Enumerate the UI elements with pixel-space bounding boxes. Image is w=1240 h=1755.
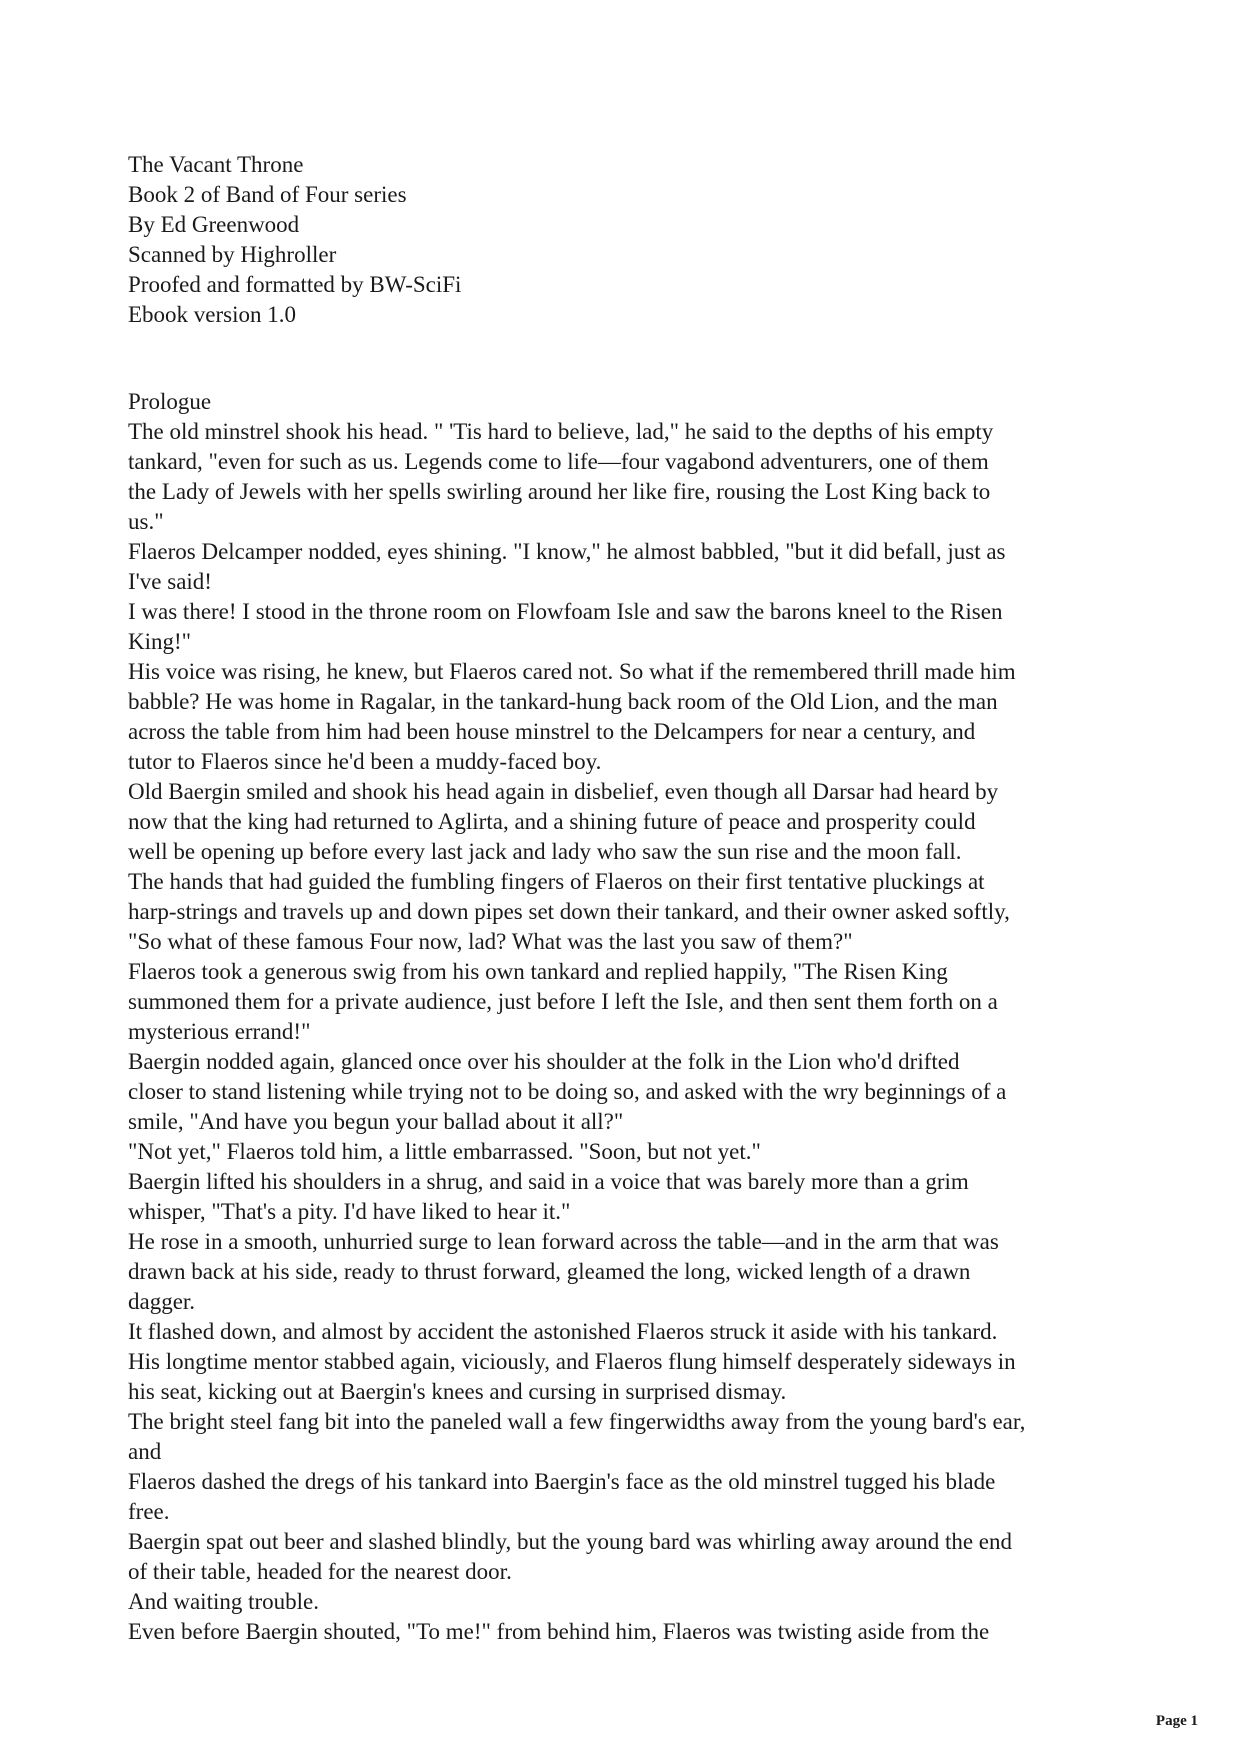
text-line: I was there! I stood in the throne room on Flowfoam Isle and saw the barons kneel to the Risen xyxy=(128,599,1003,624)
text-line: "So what of these famous Four now, lad? What was the last you saw of them?" xyxy=(128,929,853,954)
text-line: tankard, "even for such as us. Legends come to life—four vagabond adventurers, one of them xyxy=(128,449,989,474)
text-line: He rose in a smooth, unhurried surge to lean forward across the table—and in the arm that was xyxy=(128,1229,999,1254)
text-line: Flaeros took a generous swig from his own tankard and replied happily, "The Risen King xyxy=(128,959,948,984)
text-line: whisper, "That's a pity. I'd have liked to hear it." xyxy=(128,1199,571,1224)
chapter-heading: Prologue xyxy=(128,389,212,414)
text-line: It flashed down, and almost by accident the astonished Flaeros struck it aside with his tankard. xyxy=(128,1319,998,1344)
text-line: Baergin nodded again, glanced once over his shoulder at the folk in the Lion who'd drifted xyxy=(128,1049,960,1074)
text-line: free. xyxy=(128,1499,170,1524)
ebook-version: Ebook version 1.0 xyxy=(128,302,297,327)
book-title: The Vacant Throne xyxy=(128,152,304,177)
text-line: The bright steel fang bit into the paneled wall a few fingerwidths away from the young bard's ear, xyxy=(128,1409,1026,1434)
text-line: "Not yet," Flaeros told him, a little embarrassed. "Soon, but not yet." xyxy=(128,1139,761,1164)
text-line: King!" xyxy=(128,629,192,654)
text-line: Old Baergin smiled and shook his head again in disbelief, even though all Darsar had heard by xyxy=(128,779,999,804)
text-lines xyxy=(128,417,1128,1647)
text-line: well be opening up before every last jack and lady who saw the sun rise and the moon fall. xyxy=(128,839,962,864)
text-line: dagger. xyxy=(128,1289,196,1314)
text-line: His voice was rising, he knew, but Flaeros cared not. So what if the remembered thrill made him xyxy=(128,659,1016,684)
text-line: of their table, headed for the nearest door. xyxy=(128,1559,512,1584)
text-line: across the table from him had been house minstrel to the Delcampers for near a century, and xyxy=(128,719,976,744)
series-line: Book 2 of Band of Four series xyxy=(128,182,407,207)
text-line: Baergin spat out beer and slashed blindly, but the young bard was whirling away around the end xyxy=(128,1529,1013,1554)
text-line: The old minstrel shook his head. " 'Tis hard to believe, lad," he said to the depths of his empty xyxy=(128,419,994,444)
text-line: the Lady of Jewels with her spells swirling around her like fire, rousing the Lost King back to xyxy=(128,479,991,504)
front-matter xyxy=(128,150,1128,330)
text-line: The hands that had guided the fumbling fingers of Flaeros on their first tentative pluckings at xyxy=(128,869,985,894)
text-line: and xyxy=(128,1439,162,1464)
text-line: And waiting trouble. xyxy=(128,1589,319,1614)
text-line: Baergin lifted his shoulders in a shrug, and said in a voice that was barely more than a grim xyxy=(128,1169,969,1194)
text-line: babble? He was home in Ragalar, in the tankard-hung back room of the Old Lion, and the man xyxy=(128,689,998,714)
scanner-credit: Scanned by Highroller xyxy=(128,242,337,267)
chapter-body xyxy=(128,387,1128,1647)
text-line: summoned them for a private audience, just before I left the Isle, and then sent them forth on a xyxy=(128,989,998,1014)
author-line: By Ed Greenwood xyxy=(128,212,300,237)
proofer-credit: Proofed and formatted by BW-SciFi xyxy=(128,272,462,297)
text-line: His longtime mentor stabbed again, viciously, and Flaeros flung himself desperately sideways in xyxy=(128,1349,1016,1374)
text-line: mysterious errand!" xyxy=(128,1019,311,1044)
page-number: Page 1 xyxy=(1155,1713,1198,1729)
text-line: his seat, kicking out at Baergin's knees and cursing in surprised dismay. xyxy=(128,1379,787,1404)
text-line: Flaeros Delcamper nodded, eyes shining. "I know," he almost babbled, "but it did befall, just as xyxy=(128,539,1006,564)
text-line: us." xyxy=(128,509,164,534)
text-line: tutor to Flaeros since he'd been a muddy-faced boy. xyxy=(128,749,602,774)
text-line: Flaeros dashed the dregs of his tankard into Baergin's face as the old minstrel tugged his blade xyxy=(128,1469,996,1494)
text-line: I've said! xyxy=(128,569,212,594)
text-line: smile, "And have you begun your ballad about it all?" xyxy=(128,1109,624,1134)
text-line: drawn back at his side, ready to thrust forward, gleamed the long, wicked length of a drawn xyxy=(128,1259,971,1284)
text-line: Even before Baergin shouted, "To me!" from behind him, Flaeros was twisting aside from the xyxy=(128,1619,990,1644)
text-line: now that the king had returned to Aglirta, and a shining future of peace and prosperity could xyxy=(128,809,976,834)
text-line: harp-strings and travels up and down pipes set down their tankard, and their owner asked softly, xyxy=(128,899,1010,924)
text-line: closer to stand listening while trying not to be doing so, and asked with the wry beginnings of a xyxy=(128,1079,1007,1104)
